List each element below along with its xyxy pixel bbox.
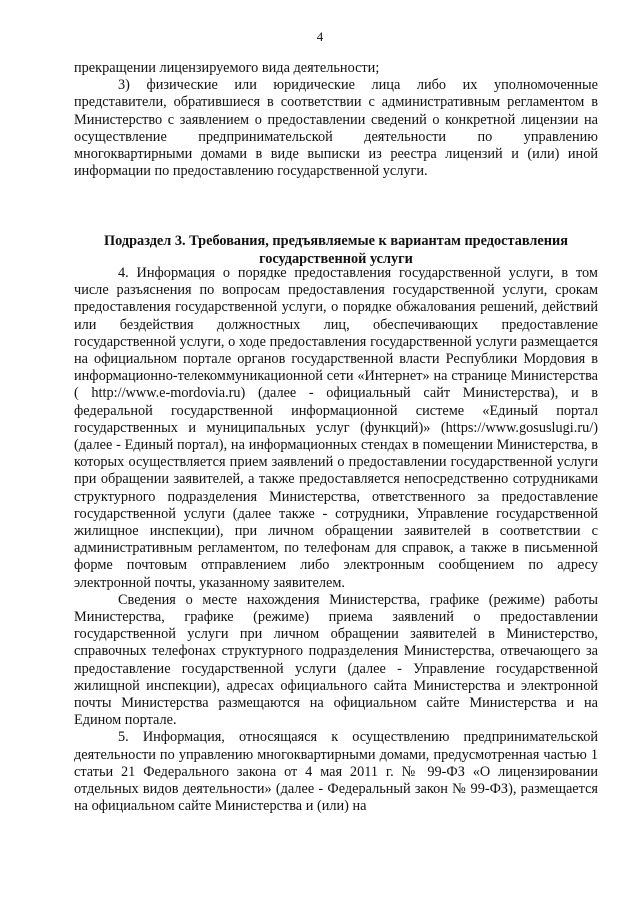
paragraph-item-4: 4. Информация о порядке предоставления государственной услуги, в том числе разъяснения по вопросам предоставления государственной услуги, срокам предоставления государственной услуги, о порядке обжалования решений, действий или бездействия должностных лиц, обеспечивающих предоставление государственной услуги, о ходе предоставления государственной услуги размещается на официальном портале органов государственной власти Республики Мордовия в информационно-телекоммуникационной сети «Интернет» на странице Министерства ( http://www.e-mordovia.ru) (далее - официальный сайт Министерства), и в федеральной государственной информационной системе «Единый портал государственных и муниципальных услуг (функций)» (https://www.gosuslugi.ru/) (далее - Единый портал), на информационных стендах в помещении Министерства, в которых осуществляется прием заявлений о предоставлении государственной услуги при обращении заявителей, а также предоставляется непосредственно сотрудниками структурного подразделения Министерства, ответственного за предоставление государственной услуги (далее также - сотрудники, Управление государственной жилищное инспекции), при личном обращении заявителей в соответствии с административным регламентом, по телефонам для справок, а также в письменной форме почтовым отправлением либо электронным сообщением по адресу электронной почты, указанному заявителем. (74, 265, 598, 591)
main-text-block (74, 265, 598, 816)
top-text-block (74, 60, 598, 180)
subsection-heading: Подраздел 3. Требования, предъявляемые к вариантам предоставления государственной услуги (104, 233, 568, 267)
paragraph-continuation: прекращении лицензируемого вида деятельности; (74, 60, 380, 76)
paragraph-item-5: 5. Информация, относящаяся к осуществлению предпринимательской деятельности по управлению многоквартирными домами, предусмотренная частью 1 статьи 21 Федерального закона от 4 мая 2011 г. № 99-ФЗ «О лицензировании отдельных видов деятельности» (далее - Федеральный закон № 99-ФЗ), размещается на официальном сайте Министерства и (или) на (74, 729, 598, 815)
paragraph-contact-info: Сведения о месте нахождения Министерства, графике (режиме) работы Министерства, графике (режиме) приема заявлений о предоставлении государственной услуги при личном обращении заявителей в Министерство, справочных телефонах структурного подразделения Министерства, отвечающего за предоставление государственной услуги (далее - Управление государственной жилищной инспекции), адресах официального сайта Министерства и электронной почты Министерства размещаются на официальном сайте Министерства и на Едином портале. (74, 591, 598, 729)
page-number: 4 (316, 29, 324, 44)
paragraph-item-3: 3) физические или юридические лица либо их уполномоченные представители, обратившиеся в соответствии с административным регламентом в Министерство с заявлением о предоставлении сведений о конкретной лицензии на осуществление предпринимательской деятельности по управлению многоквартирными домами в виде выписки из реестра лицензий и (или) иной информации по предоставлению государственной услуги. (74, 77, 598, 180)
